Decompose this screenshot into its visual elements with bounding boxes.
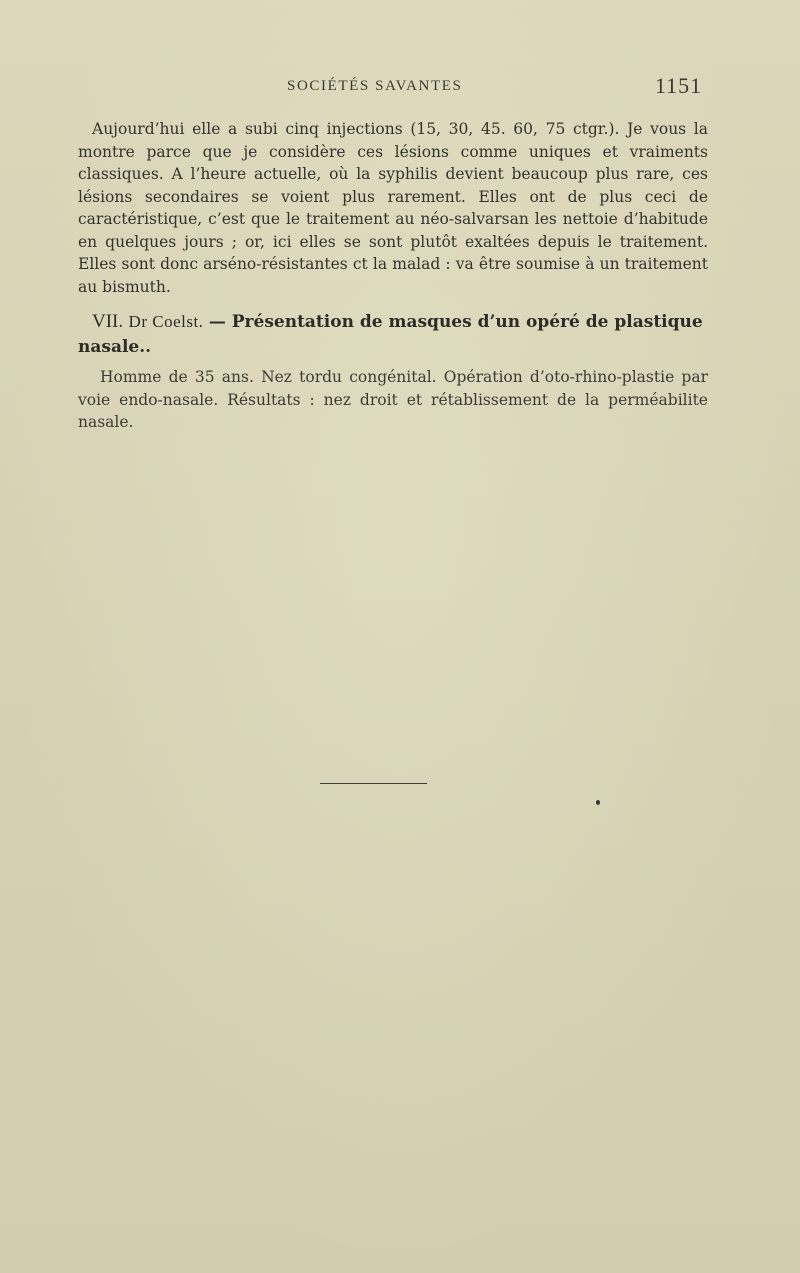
running-head <box>0 74 800 100</box>
section-author: Dr Coelst. <box>128 312 204 331</box>
case-report-paragraph: Aujourd’hui elle a subi cinq injections (15, 30, 45. 60, 75 ctgr.). Je vous la montre parce que je considère ces lésions comme uniques et vraiments classiques. A l’heure actuelle, où la syphilis devient beaucoup plus rare, ces lésions secondaires se voient plus rarement. Elles ont de plus ceci de caractéristique, c’est que le traitement au néo-salvarsan les nettoie d’habitude en quelques jours ; or, ici elles se sont plutôt exaltées depuis le traitement. Elles sont donc arséno-résistantes ct la malad : va être soumise à un traitement au bismuth. <box>78 120 708 296</box>
ink-speck <box>596 800 600 805</box>
section-heading <box>78 309 714 360</box>
section-title: — Présentation de masques d’un opéré de plastique nasale.. <box>78 312 703 357</box>
end-rule <box>320 783 427 784</box>
running-title: SOCIÉTÉS SAVANTES <box>287 78 463 94</box>
section-number: VII. <box>92 311 124 332</box>
section-body-paragraph: Homme de 35 ans. Nez tordu congénital. Opération d’oto-rhino-plastie par voie endo-nasale. Résultats : nez droit et rétablissement de la perméabilite nasale. <box>78 368 708 431</box>
page-number: 1151 <box>655 73 703 98</box>
